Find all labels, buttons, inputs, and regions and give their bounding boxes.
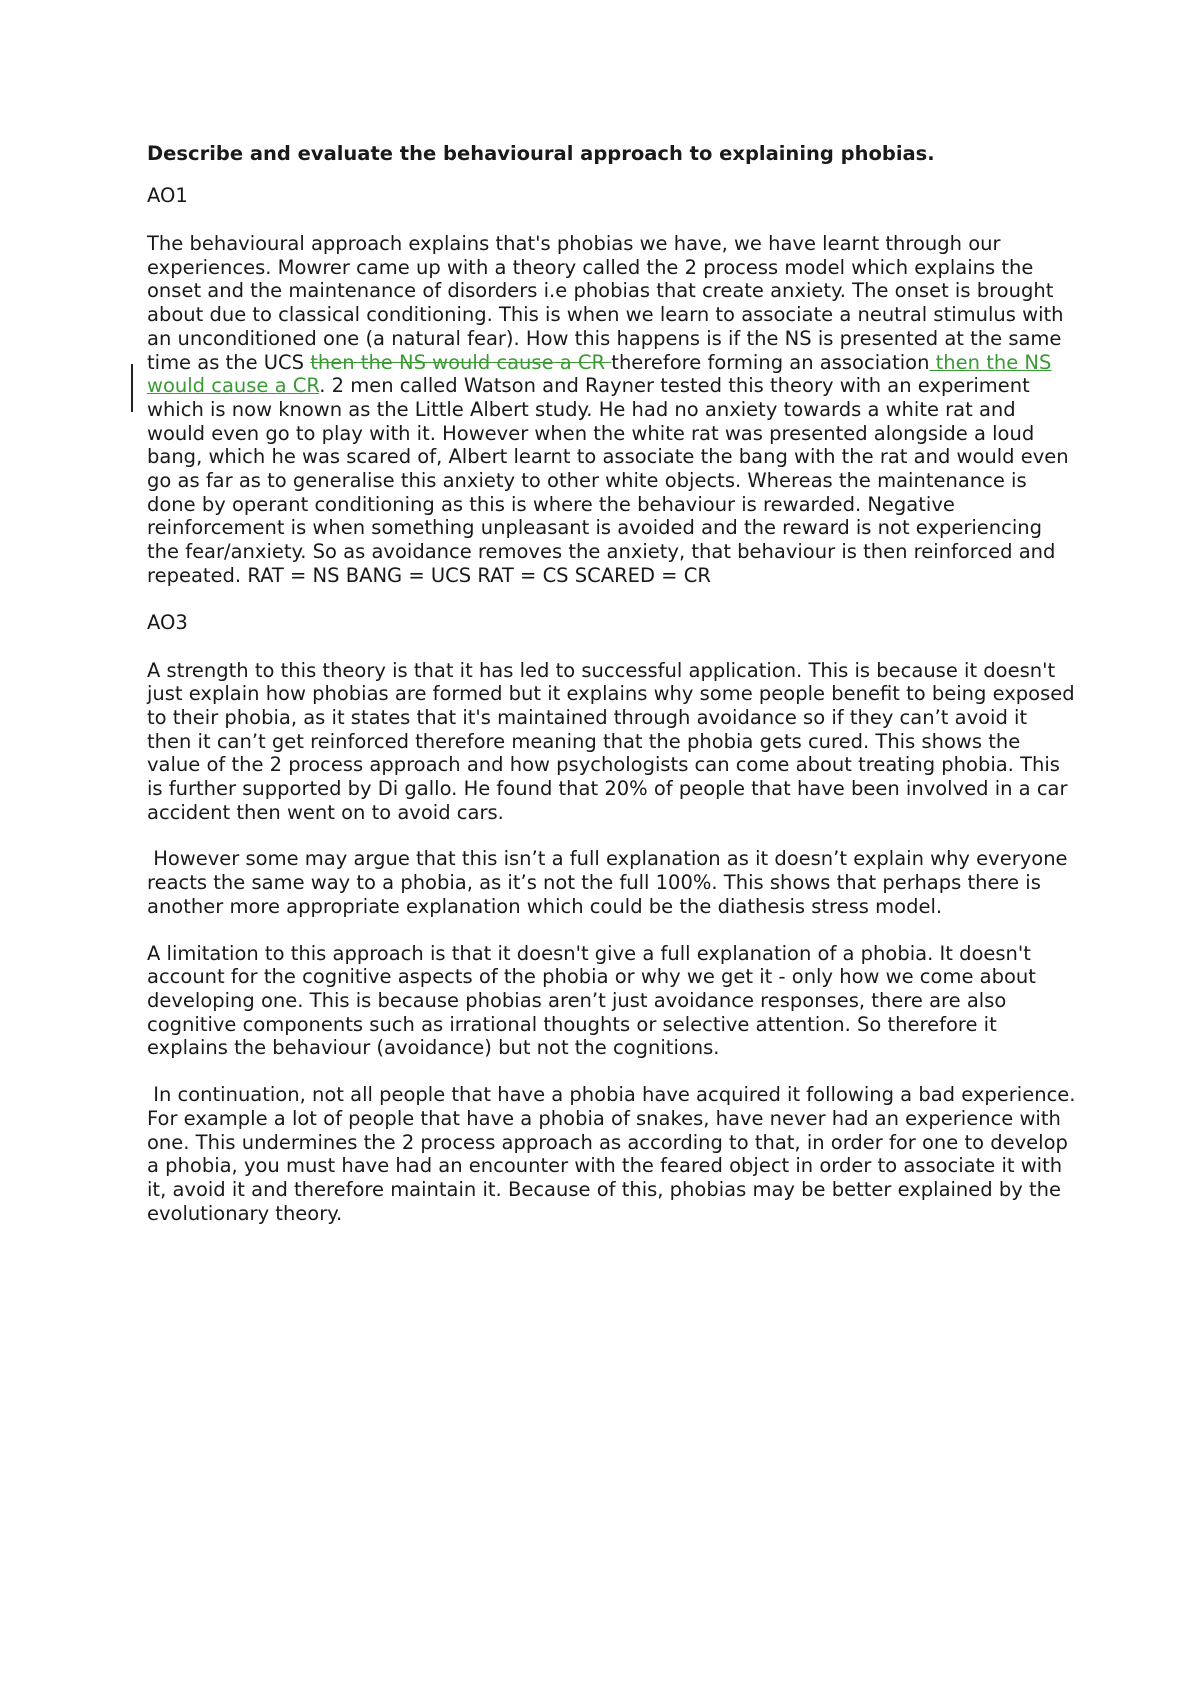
- ao1-paragraph: [147, 232, 1077, 588]
- ao1-text-before: The behavioural approach explains that's phobias we have, we have learnt through our experiences. Mowrer came up with a theory called the 2 process model which explains the onset and the maintenance of disorders i.e phobias that create anxiety. The onset is brought about due to classical conditioning. This is when we learn to associate a neutral stimulus with an unconditioned one (a natural fear). How this happens is if the NS is presented at the same time as the UCS: [147, 232, 1064, 374]
- tracked-insertion: then the NS would cause a CR: [147, 350, 1052, 398]
- ao3-paragraph-strength: A strength to this theory is that it has led to successful application. This is because it doesn't just explain how phobias are formed but it explains why some people benefit to being exposed to their phobia, as it states that it's maintained through avoidance so if they can’t avoid it then it can’t get reinforced therefore meaning that the phobia gets cured. This shows the value of the 2 process approach and how psychologists can come about treating phobia. This is further supported by Di gallo. He found that 20% of people that have been involved in a car accident then went on to avoid cars.: [147, 658, 1075, 824]
- ao3-paragraph-continuation: In continuation, not all people that have a phobia have acquired it following a bad experience. For example a lot of people that have a phobia of snakes, have never had an experience with one. This undermines the 2 process approach as according to that, in order for one to develop a phobia, you must have had an encounter with the feared object in order to associate it with it, avoid it and therefore maintain it. Because of this, phobias may be better explained by the evolutionary theory.: [147, 1083, 1082, 1225]
- track-change-bar: [131, 364, 133, 412]
- ao3-paragraph-counterargument: However some may argue that this isn’t a full explanation as it doesn’t explain why everyone reacts the same way to a phobia, as it’s not the full 100%. This shows that perhaps there is another more appropriate explanation which could be the diathesis stress model.: [147, 847, 1074, 918]
- ao1-text-middle: therefore forming an association: [611, 350, 930, 374]
- ao1-text-after: . 2 men called Watson and Rayner tested this theory with an experiment which is now known as the Little Albert study. He had no anxiety towards a white rat and would even go to play with it. However when the white rat was presented alongside a loud bang, which he was scared of, Albert learnt to associate the bang with the rat and would even go as far as to generalise this anxiety to other white objects. Whereas the maintenance is done by operant conditioning as this is where the behaviour is rewarded. Negative reinforcement is when something unpleasant is avoided and the reward is not experiencing the fear/anxiety. So as avoidance removes the anxiety, that behaviour is then reinforced and repeated. RAT = NS BANG = UCS RAT = CS SCARED = CR: [147, 374, 1069, 587]
- document-title: Describe and evaluate the behavioural approach to explaining phobias.: [147, 142, 935, 165]
- section-heading-ao3: AO3: [147, 610, 188, 634]
- document-body: [147, 142, 1082, 1248]
- ao3-paragraph-limitation: A limitation to this approach is that it doesn't give a full explanation of a phobia. It doesn't account for the cognitive aspects of the phobia or why we get it - only how we come about developing one. This is because phobias aren’t just avoidance responses, there are also cognitive components such as irrational thoughts or selective attention. So therefore it explains the behaviour (avoidance) but not the cognitions.: [147, 941, 1036, 1060]
- tracked-deletion: then the NS would cause a CR: [310, 350, 612, 374]
- section-heading-ao1: AO1: [147, 184, 188, 207]
